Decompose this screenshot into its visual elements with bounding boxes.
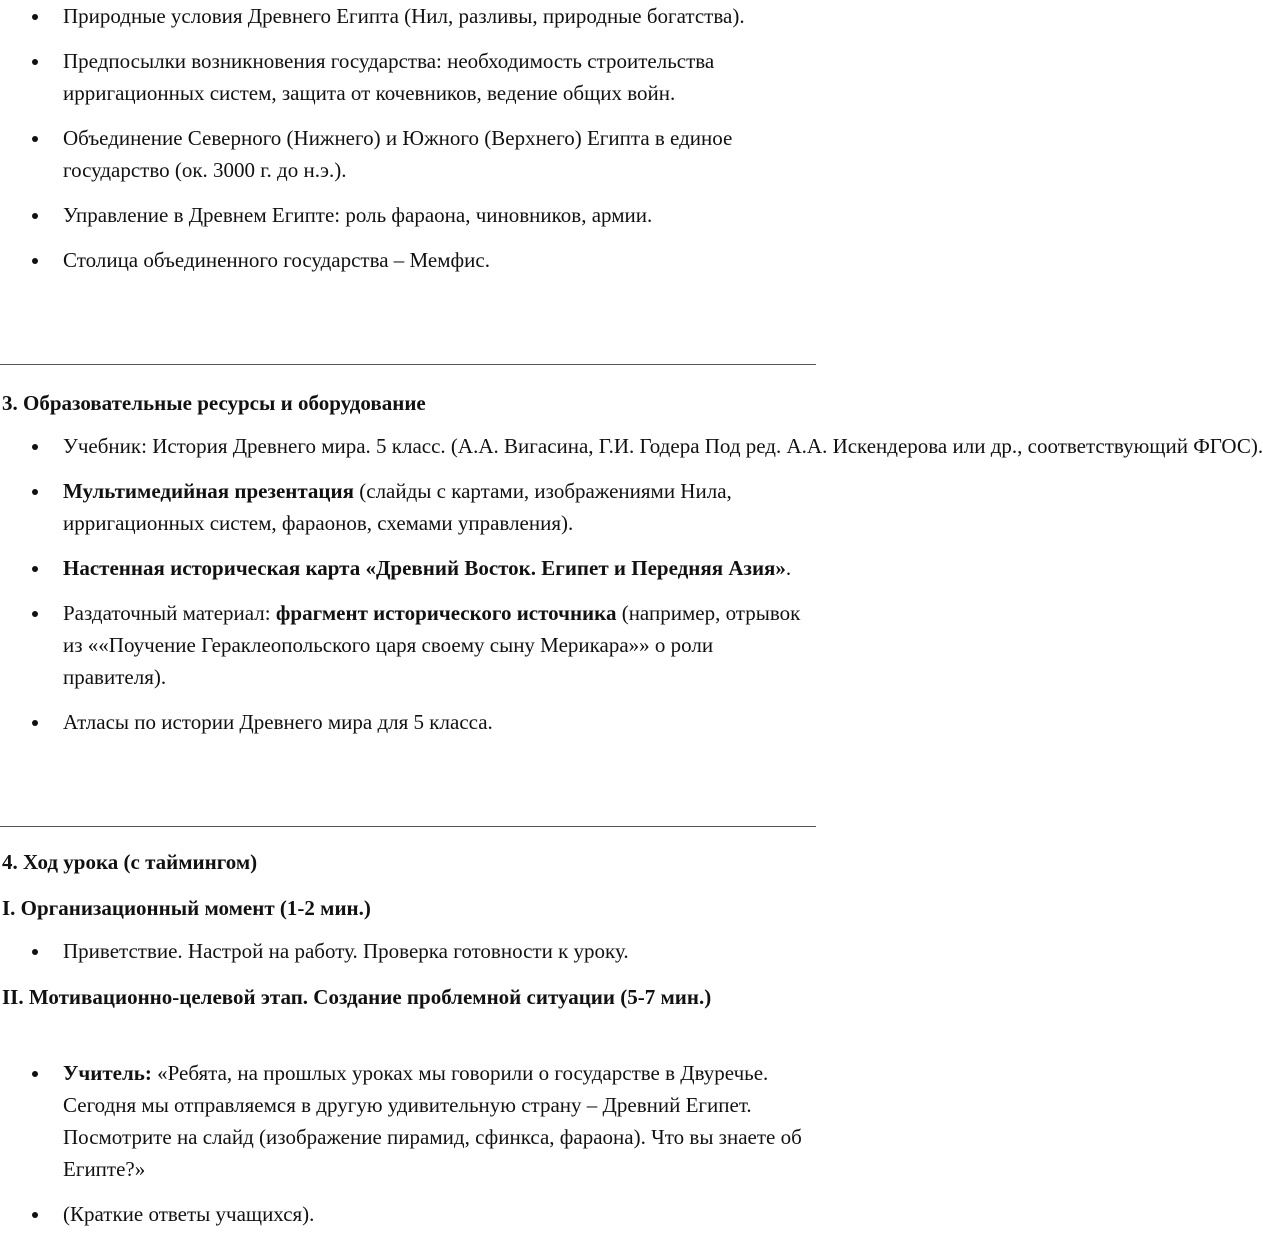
list-item: Приветствие. Настрой на работу. Проверка готовности к уроку. — [0, 935, 816, 967]
list-item — [0, 475, 816, 539]
stage1-list — [0, 935, 816, 967]
resources-list — [0, 430, 1263, 738]
resource-description: . — [785, 556, 792, 580]
section-divider — [0, 364, 816, 365]
resource-prefix: Раздаточный материал: — [63, 601, 276, 625]
section-heading: 4. Ход урока (с таймингом) — [2, 850, 258, 874]
section-heading: 3. Образовательные ресурсы и оборудование — [2, 391, 426, 415]
resource-title: Настенная историческая карта «Древний Восток. Египет и Передняя Азия» — [63, 556, 786, 580]
teacher-label: Учитель: — [63, 1061, 152, 1085]
stage-heading: I. Организационный момент (1-2 мин.) — [2, 896, 371, 920]
resource-title: фрагмент исторического источника — [275, 601, 617, 625]
stage-heading: II. Мотивационно-целевой этап. Создание проблемной ситуации (5-7 мин.) — [2, 985, 712, 1009]
teacher-speech: «Ребята, на прошлых уроках мы говорили о государстве в Двуречье. Сегодня мы отправляемся в другую удивительную страну – Древний Египет. Посмотрите на слайд (изображение пирамид, сфинкса, фараона). Что вы знаете об Египте?» — [63, 1061, 802, 1181]
topics-list — [0, 0, 816, 276]
list-item: Учебник: История Древнего мира. 5 класс. (А.А. Вигасина, Г.И. Годера Под ред. А.А. Искендерова или др., соответствующий ФГОС). — [0, 430, 816, 462]
list-item — [0, 597, 816, 693]
list-item: Управление в Древнем Египте: роль фараона, чиновников, армии. — [0, 199, 816, 231]
stage2-list — [0, 1057, 816, 1230]
resource-title: Мультимедийная презентация — [63, 479, 354, 503]
section-divider — [0, 826, 816, 827]
resource-description: (например, отрывок из ««Поучение Гераклеопольского царя своему сыну Мерикара»» о роли правителя). — [63, 601, 801, 689]
list-item: Столица объединенного государства – Мемфис. — [0, 244, 816, 276]
list-item: Атласы по истории Древнего мира для 5 класса. — [0, 706, 816, 738]
list-item: (Краткие ответы учащихся). — [0, 1198, 816, 1230]
resource-description: (слайды с картами, изображениями Нила, ирригационных систем, фараонов, схемами управления). — [63, 479, 732, 535]
list-item: Предпосылки возникновения государства: необходимость строительства ирригационных систем, защита от кочевников, ведение общих войн. — [0, 45, 816, 109]
list-item: Природные условия Древнего Египта (Нил, разливы, природные богатства). — [0, 0, 816, 32]
list-item — [0, 552, 816, 584]
list-item: Объединение Северного (Нижнего) и Южного (Верхнего) Египта в единое государство (ок. 3000 г. до н.э.). — [0, 122, 816, 186]
list-item — [0, 1057, 816, 1185]
